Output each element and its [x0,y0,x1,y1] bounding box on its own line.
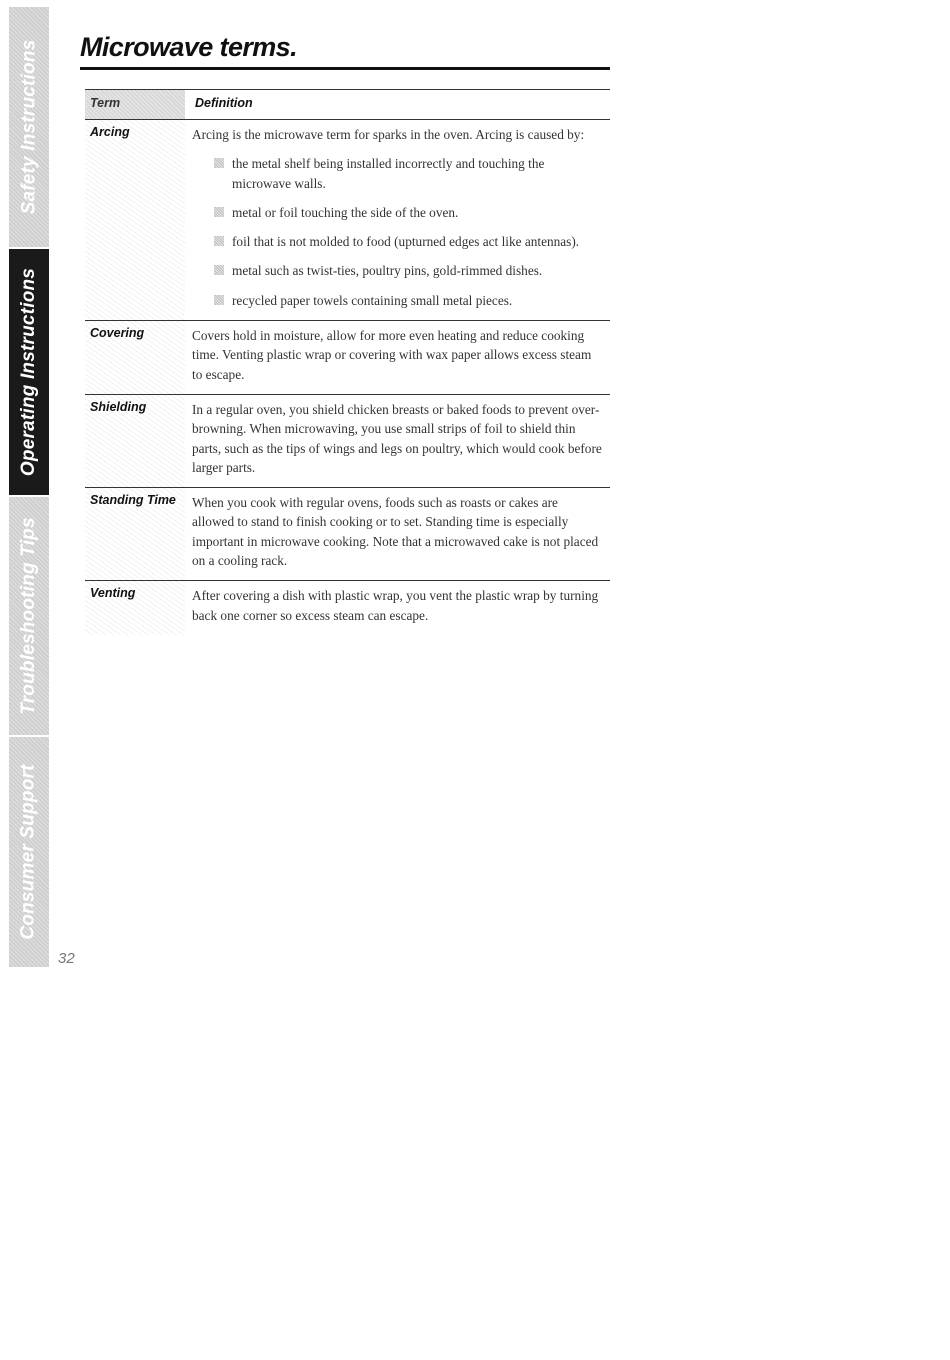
page-title: Microwave terms. [80,32,297,62]
tab-troubleshooting-tips[interactable] [9,497,49,735]
list-item [214,154,602,193]
term-cell [85,395,185,487]
header-definition: Definition [195,96,253,110]
bullet-text: foil that is not molded to food (upturned edges act like antennas). [232,234,580,250]
term-shielding: Shielding [90,399,147,414]
tab-label: Consumer Support [18,764,40,940]
definition-text: Covers hold in moisture, allow for more even heating and reduce cooking time. Venting plastic wrap or covering with wax paper allows excess steam to escape. [192,328,592,382]
page-number: 32 [58,950,75,967]
term-cell [85,488,185,580]
definition-cell [192,581,610,635]
bullet-text: metal or foil touching the side of the oven. [232,204,459,220]
tab-operating-instructions[interactable] [9,249,49,495]
header-term-cell [85,90,185,119]
definition-text: When you cook with regular ovens, foods such as roasts or cakes are allowed to stand to finish cooking or to set. Standing time is especially important in microwave cooking. Note that a microwaved cake is not placed on a cooling rack. [192,495,599,569]
table-row [85,321,610,395]
tab-label: Safety Instructions [18,39,39,215]
table-row [85,120,610,321]
definition-text: After covering a dish with plastic wrap, you vent the plastic wrap by turning back one corner so excess steam can escape. [192,588,599,623]
bullet-text: metal such as twist-ties, poultry pins, gold-rimmed dishes. [232,263,543,279]
definition-cell [192,488,610,580]
list-item [214,261,602,280]
square-bullet-icon [214,158,224,168]
tab-label: Troubleshooting Tips [18,517,39,715]
square-bullet-icon [214,265,224,275]
header-term: Term [90,96,121,110]
bullet-text: the metal shelf being installed incorrectly and touching the microwave walls. [232,156,545,191]
square-bullet-icon [214,207,224,217]
bullet-text: recycled paper towels containing small metal pieces. [232,292,513,308]
tab-safety-instructions[interactable] [9,7,49,247]
term-cell [85,321,185,394]
table-row [85,395,610,488]
section-sidebar [9,7,49,967]
bullet-list [192,154,602,310]
list-item [214,232,602,251]
definition-text: In a regular oven, you shield chicken breasts or baked foods to prevent over-browning. When microwaving, you use small strips of foil to shield thin parts, such as the tips of wings and legs on poultry, which would cook before larger parts. [192,401,602,475]
list-item [214,203,602,222]
definition-cell [192,395,610,487]
tab-consumer-support[interactable] [9,737,49,967]
square-bullet-icon [214,295,224,305]
title-divider [80,67,610,70]
tab-label: Operating Instructions [18,267,40,477]
term-arcing: Arcing [90,125,130,139]
term-standing-time: Standing Time [90,493,176,508]
table-row [85,488,610,581]
term-cell [85,581,185,635]
definition-text: Arcing is the microwave term for sparks in the oven. Arcing is caused by: [192,127,585,142]
table-row [85,581,610,635]
list-item [214,291,602,310]
definition-cell [192,120,610,320]
term-cell [85,120,185,320]
square-bullet-icon [214,236,224,246]
term-covering: Covering [90,326,145,341]
definition-cell [192,321,610,394]
terms-table [85,89,610,635]
table-header [85,89,610,120]
term-venting: Venting [90,586,136,601]
